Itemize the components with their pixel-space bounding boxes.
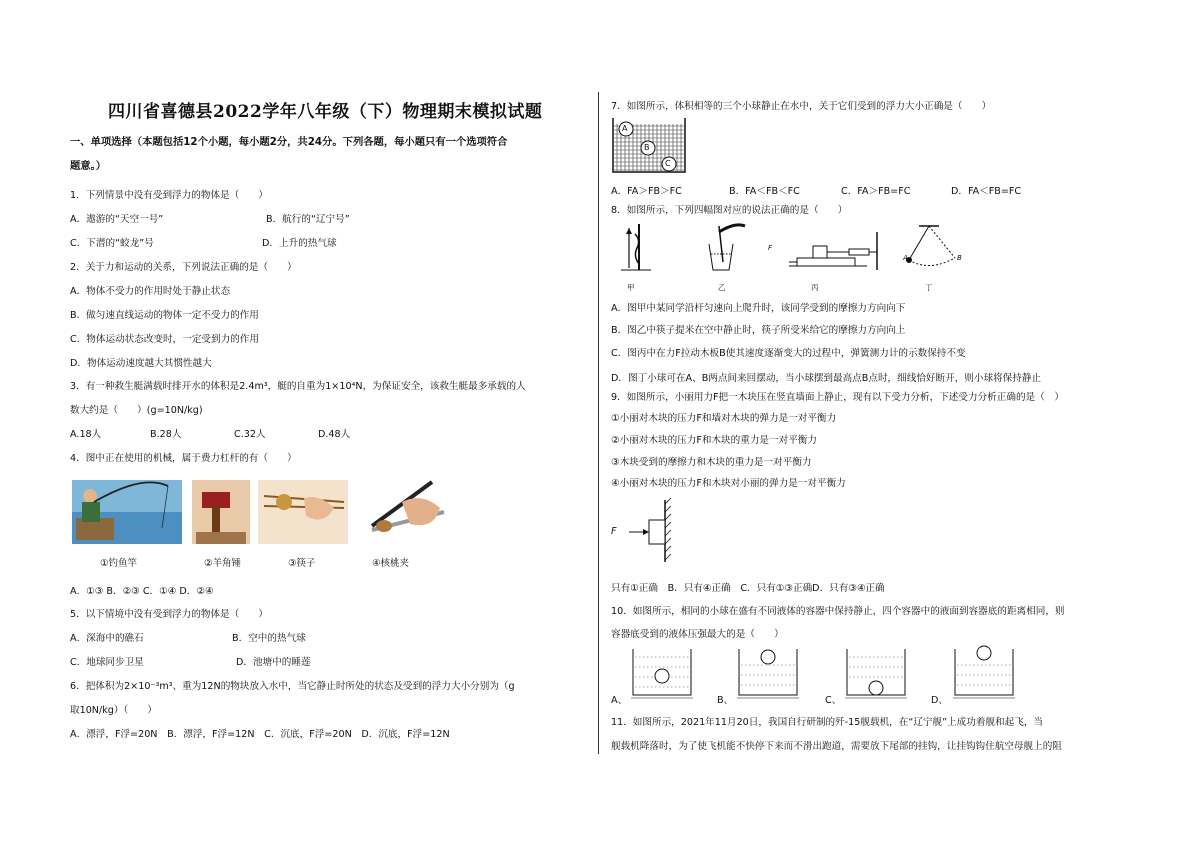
q2-option-d: D．物体运动速度越大其惯性越大 [70,358,212,369]
q3-stem-line1: 3．有一种救生艇满载时排开水的体积是2.4m³，艇的自重为1×10⁴N，为保证安全，该救生艇最多承载的人 [70,381,526,392]
q8-option-a: A．图甲中某同学沿杆匀速向上爬升时，该同学受到的摩擦力方向向下 [611,303,906,314]
q6-stem-line1: 6．把体积为2×10⁻³m³、重为12N的物块放入水中，当它静止时所处的状态及受到的浮力大小分别为（g [70,681,515,692]
nutcracker-picture [362,472,450,544]
q3-option-d: D.48人 [318,429,351,440]
q8-label-b: B [957,254,962,262]
q8-option-d: D．图丁小球可在A、B两点间来回摆动，当小球摆到最高点B点时，细线恰好断开，则小球将保持静止 [611,373,1042,384]
q9-statement-2: ②小丽对木块的压力F和木块的重力是一对平衡力 [611,435,817,446]
ball-b-label: B [644,143,650,152]
q8-stem: 8．如图所示，下列四幅图对应的说法正确的是（ ） [611,205,848,216]
q9-wall-block-figure [625,498,685,564]
page-title: 四川省喜德县2022学年八年级（下）物理期末模拟试题 [108,102,543,122]
q5-option-a: A．深海中的礁石 [70,633,144,644]
q7-option-a: A．FA＞FB＞FC [611,186,682,197]
pole-climber-figure [621,224,651,270]
q7-option-d: D．FA＜FB=FC [951,186,1022,197]
q4-caption-2: ②羊角锤 [204,558,242,569]
q10-option-a: A、 [611,695,628,706]
section-heading-line1: 一、单项选择（本题包括12个小题，每小题2分，共24分。下列各题，每小题只有一个选项符合 [70,136,508,148]
q8-option-c: C．图丙中在力F拉动木板B使其速度逐渐变大的过程中，弹簧测力计的示数保持不变 [611,348,966,359]
q8-caption-ding: 丁 [925,283,933,292]
claw-hammer-picture [192,480,250,544]
q5-option-b: B．空中的热气球 [232,633,306,644]
q9-options: 只有①正确 B．只有④正确 C．只有①③正确D．只有③④正确 [611,583,885,594]
q9-statement-3: ③木块受到的摩擦力和木块的重力是一对平衡力 [611,457,812,468]
q2-option-c: C．物体运动状态改变时，一定受到力的作用 [70,334,259,345]
q9-label-f: F [611,526,617,537]
q2-stem: 2．关于力和运动的关系，下列说法正确的是（ ） [70,262,297,273]
q1-option-b: B．航行的“辽宁号” [266,214,350,225]
ball-a-label: A [622,124,628,133]
section-heading-line2: 题意。） [70,160,107,172]
q8-four-figures [619,222,975,274]
chopsticks-rice-figure [709,225,745,270]
q4-caption-3: ③筷子 [288,558,316,569]
q10-option-d: D、 [931,695,948,706]
q1-option-a: A．遨游的“天空一号” [70,214,164,225]
q4-caption-1: ①钓鱼竿 [100,558,138,569]
q11-stem-line1: 11．如图所示，2021年11月20日，我国自行研制的歼-15舰载机，在“辽宁舰”上成功着舰和起飞，当 [611,717,1044,728]
column-divider [598,92,599,754]
q4-stem: 4．图中正在使用的机械，属于费力杠杆的有（ ） [70,453,297,464]
q3-stem-line2: 数大约是（ ）(g=10N/kg) [70,405,203,416]
q3-option-b: B.28人 [150,429,182,440]
q3-option-c: C.32人 [234,429,266,440]
q8-option-b: B．图乙中筷子提米在空中静止时，筷子所受米给它的摩擦力方向向上 [611,325,906,336]
q7-stem: 7．如图所示，体积相等的三个小球静止在水中，关于它们受到的浮力大小正确是（ ） [611,101,992,112]
fishing-rod-picture [72,480,182,544]
ball-c-label: C [665,159,671,168]
q8-caption-bing: 丙 [811,283,819,292]
q9-stem: 9．如图所示，小丽用力F把一木块压在竖直墙面上静止，现有以下受力分析，下述受力分析正确的是（ ） [611,392,1064,403]
q5-stem: 5．以下情境中没有受到浮力的物体是（ ） [70,609,268,620]
q9-statement-4: ④小丽对木块的压力F和木块对小丽的弹力是一对平衡力 [611,478,846,489]
chopsticks-picture [258,480,348,544]
q10-stem-line1: 10．如图所示，相同的小球在盛有不同液体的容器中保持静止，四个容器中的液面到容器底的距离相同，则 [611,606,1065,617]
q2-option-b: B．做匀速直线运动的物体一定不受力的作用 [70,310,259,321]
q7-option-c: C．FA＞FB=FC [841,186,911,197]
q3-option-a: A.18人 [70,429,102,440]
q2-option-a: A．物体不受力的作用时处于静止状态 [70,286,231,297]
q6-options: A．漂浮，F浮=20N B．漂浮，F浮=12N C．沉底，F浮=20N D．沉底，F浮=12N [70,729,450,740]
q6-stem-line2: 取10N/kg）（ ） [70,705,158,716]
q4-options: A．①③ B．②③ C．①④ D．②④ [70,586,214,597]
q8-label-f: F [768,244,773,252]
q1-stem: 1．下列情景中没有受到浮力的物体是（ ） [70,190,268,201]
q1-option-c: C．下潜的“蛟龙”号 [70,238,154,249]
q7-option-b: B．FA＜FB＜FC [729,186,800,197]
pendulum-figure [906,226,955,266]
q8-caption-jia: 甲 [627,283,635,292]
q10-option-c: C、 [825,695,842,706]
q10-stem-line2: 容器底受到的液体压强最大的是（ ） [611,629,784,640]
q4-lever-figures [72,472,452,544]
q11-stem-line2: 舰载机降落时，为了使飞机能不快停下来而不滑出跑道，需要放下尾部的挂钩，让挂钩钩住航空母舰上的阻 [611,741,1062,752]
q9-statement-1: ①小丽对木块的压力F和墙对木块的弹力是一对平衡力 [611,413,837,424]
q5-option-d: D．池塘中的睡莲 [236,657,311,668]
q8-label-a: A [903,254,908,262]
q8-caption-yi: 乙 [718,283,726,292]
q4-caption-4: ④核桃夹 [372,558,410,569]
q10-option-b: B、 [717,695,734,706]
q1-option-d: D．上升的热气球 [262,238,337,249]
board-spring-scale-figure [789,232,877,270]
q5-option-c: C．地球同步卫星 [70,657,144,668]
